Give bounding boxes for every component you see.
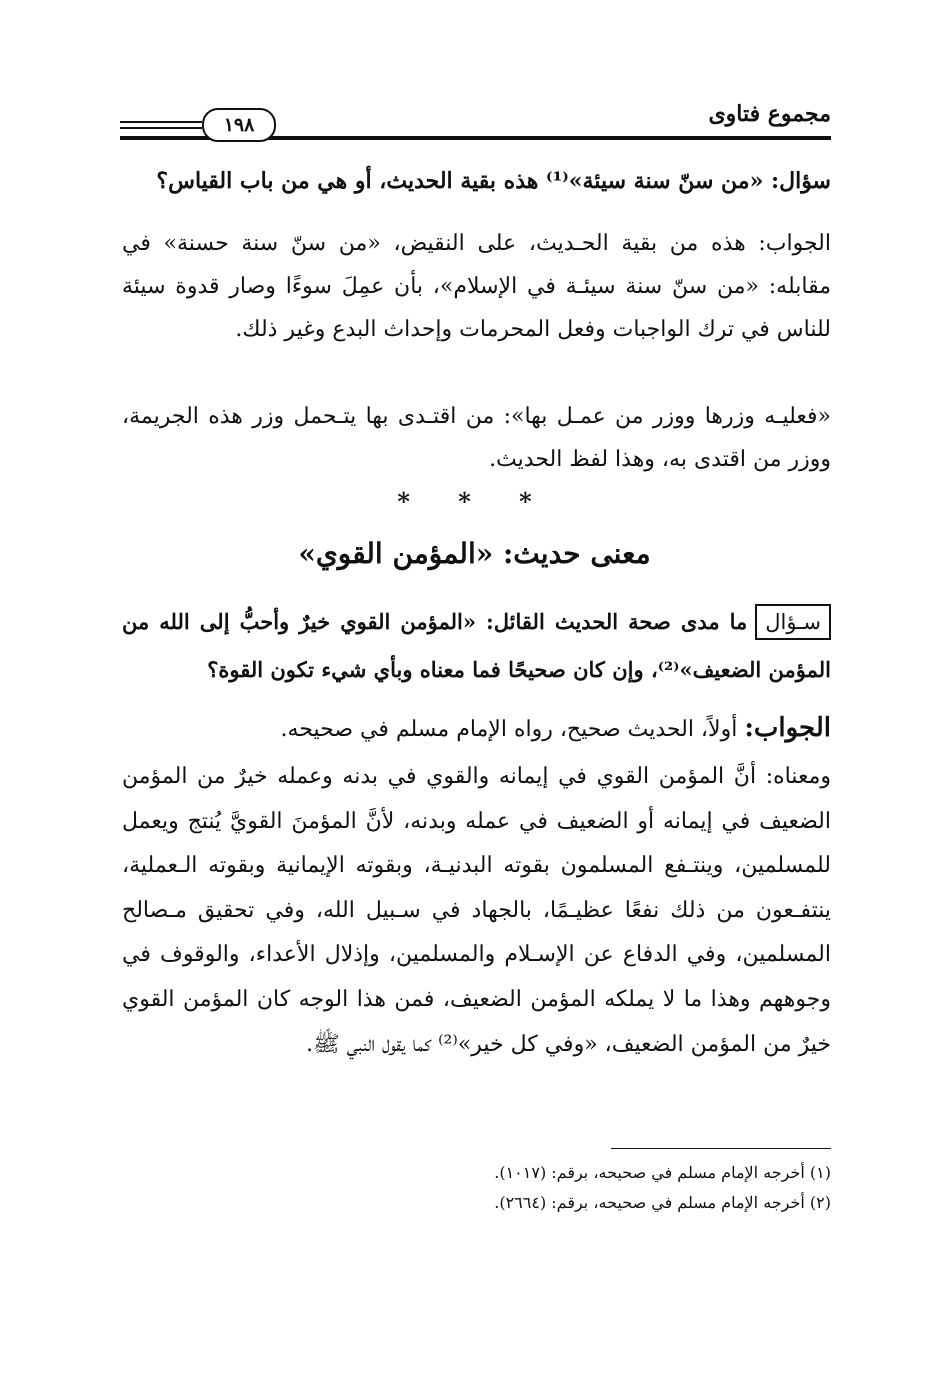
- section-separator: * * *: [397, 487, 552, 516]
- answer-2-text: أولاً، الحديث صحيح، رواه الإمام مسلم في صحيحه.: [280, 717, 738, 742]
- explanation-1: «فعليـه وزرها ووزر من عمـل بها»: من اقتـدى بها يتـحمل وزر هذه الجريمة، ووزر من اقتدى به، وهذا لفظ الحديث.: [122, 404, 831, 472]
- question-1: سؤال: «من سنّ سنة سيئة»⁽¹⁾ هذه بقية الحديث، أو هي من باب القياس؟: [156, 168, 831, 194]
- header-rule: [120, 127, 202, 129]
- question-label-box: سـؤال: [755, 604, 831, 640]
- footnote-rule: [611, 1148, 831, 1149]
- section-heading: معنى حديث: «المؤمن القوي»: [298, 537, 651, 570]
- header-rule: [120, 121, 202, 123]
- answer-2: [122, 707, 831, 751]
- running-title: مجموع فتاوى: [708, 101, 831, 127]
- footnote-1: (١) أخرجه الإمام مسلم في صحيحه، برقم: (١٠١٧).: [494, 1163, 831, 1182]
- answer-1: الجواب: هذه من بقية الحـديث، على النقيض، «من سنّ سنة حسنة» في مقابله: «من سنّ سنة سيئـة في الإسلام»، بأن عمِلَ سوءًا وصار قدوة سيئة للناس في ترك الواجبات وفعل المحرمات وإحداث البدع وغير ذلك.: [122, 231, 831, 342]
- page-number: ١٩٨: [202, 108, 276, 142]
- page-header: [120, 100, 831, 146]
- answer-label: الجواب:: [744, 713, 831, 743]
- question-2-text: ما مدى صحة الحديث القائل: «المؤمن القوي خيرٌ وأحبُّ إلى الله من المؤمن الضعيف»⁽²⁾، وإن كان صحيحًا فما معناه وبأي شيء تكون القوة؟: [122, 609, 831, 682]
- question-2: [122, 598, 831, 694]
- footnote-2: (٢) أخرجه الإمام مسلم في صحيحه، برقم: (٢٦٦٤).: [494, 1193, 831, 1212]
- answer-2-body: ومعناه: أنَّ المؤمن القوي في إيمانه والقوي في بدنه وعمله خيرٌ من المؤمن الضعيف في إيمانه أو الضعيف في عمله وبدنه، لأنَّ المؤمنَ القويَّ يُنتج ويعمل للمسلمين، وينتـفع المسلمون بقوته البدنيـة، وبقوته الإيمانية وبقوته الـعملية، ينتفـعون من ذلك نفعًا عظيـمًا، بالجهاد في سـبيل الله، وفي تحقيق مـصالح المسلمين، وفي الدفاع عن الإسـلام والمسلمين، وإذلال الأعداء، والوقوف في وجوههم وهذا ما لا يملكه المؤمن الضعيف، فمن هذا الوجه كان المؤمن القوي خيرٌ من المؤمن الضعيف، «وفي كل خير»⁽²⁾ كما يقول النبي ﷺ.: [122, 764, 831, 1057]
